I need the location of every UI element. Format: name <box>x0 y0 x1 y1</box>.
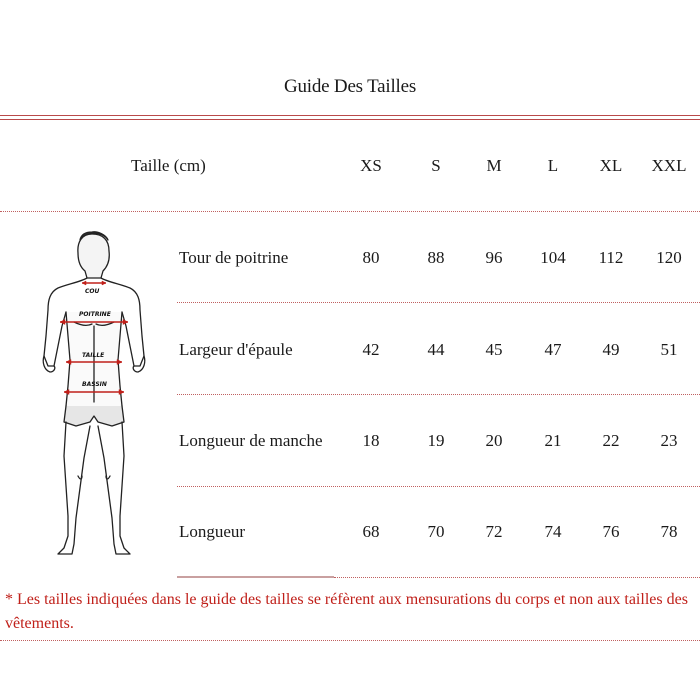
table-bottom-dotted-rule <box>334 577 700 578</box>
table-cell: 72 <box>485 522 503 541</box>
table-bottom-rule <box>177 576 334 578</box>
size-m-header: M <box>486 156 502 175</box>
table-cell: 76 <box>602 522 620 541</box>
table-cell: 23 <box>660 431 678 450</box>
row-divider <box>177 394 700 395</box>
row-label-largeur-epaule: Largeur d'épaule <box>179 340 293 359</box>
row-divider <box>177 302 700 303</box>
table-cell: 21 <box>544 431 562 450</box>
taille-label: TAILLE <box>82 352 105 359</box>
table-cell: 19 <box>427 431 445 450</box>
page-title: Guide Des Tailles <box>283 76 417 97</box>
cou-label: COU <box>85 288 100 295</box>
table-cell: 120 <box>656 248 682 267</box>
header-divider <box>0 211 700 212</box>
table-cell: 22 <box>602 431 620 450</box>
table-cell: 18 <box>362 431 380 450</box>
body-figure-svg <box>30 226 160 566</box>
table-cell: 70 <box>427 522 445 541</box>
size-table-header-label: Taille (cm) <box>131 156 206 175</box>
table-cell: 68 <box>362 522 380 541</box>
table-cell: 45 <box>485 340 503 359</box>
table-cell: 51 <box>660 340 678 359</box>
table-cell: 96 <box>485 248 503 267</box>
row-divider <box>177 486 700 487</box>
bassin-label: BASSIN <box>82 381 107 388</box>
size-xs-header: XS <box>360 156 382 175</box>
table-cell: 88 <box>427 248 445 267</box>
table-cell: 42 <box>362 340 380 359</box>
table-cell: 78 <box>660 522 678 541</box>
size-s-header: S <box>431 156 441 175</box>
size-xl-header: XL <box>599 156 623 175</box>
table-cell: 112 <box>598 248 624 267</box>
row-label-longueur: Longueur <box>179 522 246 541</box>
table-cell: 47 <box>544 340 562 359</box>
size-l-header: L <box>547 156 559 175</box>
table-cell: 20 <box>485 431 503 450</box>
note-bottom-rule <box>0 640 700 641</box>
table-cell: 49 <box>602 340 620 359</box>
table-cell: 74 <box>544 522 562 541</box>
row-label-tour-de-poitrine: Tour de poitrine <box>179 248 289 267</box>
title-double-rule <box>0 115 700 120</box>
table-cell: 44 <box>427 340 445 359</box>
size-note: * Les tailles indiquées dans le guide des tailles se réfèrent aux mensurations du corps et non aux tailles des vêtements. <box>5 591 688 632</box>
row-label-longueur-de-manche: Longueur de manche <box>179 431 323 450</box>
size-xxl-header: XXL <box>651 156 687 175</box>
table-cell: 80 <box>362 248 380 267</box>
poitrine-label: POITRINE <box>79 311 111 318</box>
body-measurement-figure <box>30 226 160 566</box>
table-cell: 104 <box>540 248 566 267</box>
